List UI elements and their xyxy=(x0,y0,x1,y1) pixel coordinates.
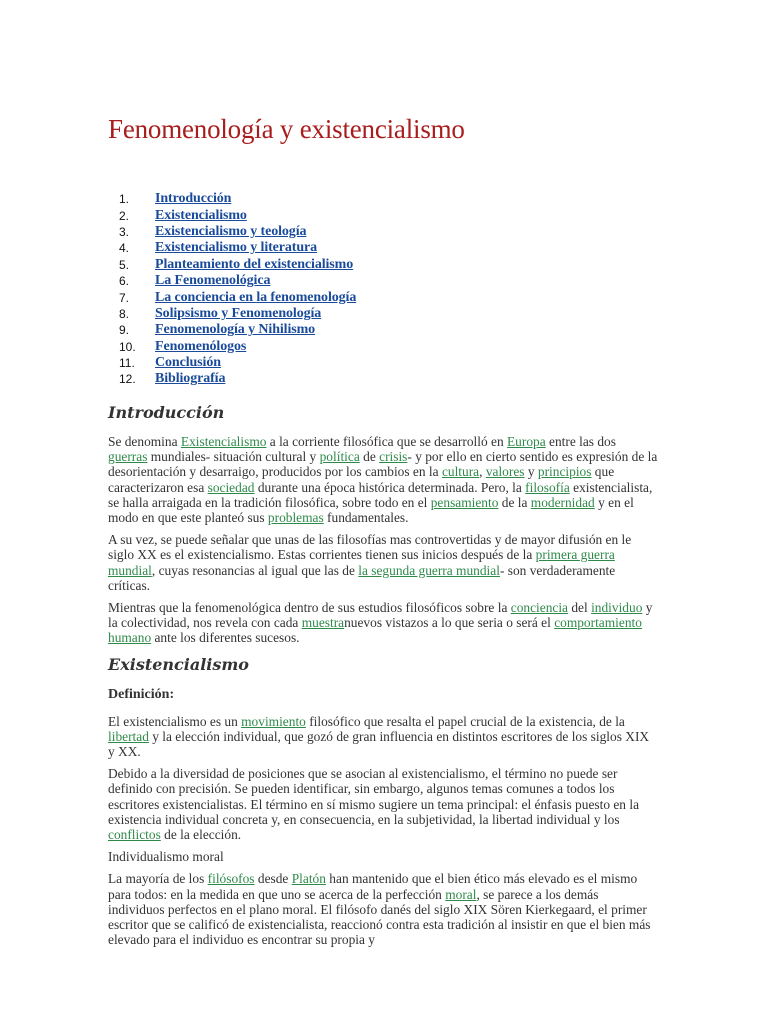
toc-number: 9. xyxy=(119,323,130,338)
inline-link[interactable]: principios xyxy=(537,464,592,480)
paragraph xyxy=(108,532,658,593)
text-run: mundiales- situación cultural y xyxy=(147,449,320,465)
toc-item xyxy=(108,371,356,387)
toc-link[interactable]: Fenomenología y Nihilismo xyxy=(155,322,316,338)
table-of-contents xyxy=(108,191,356,388)
inline-link[interactable]: la segunda guerra mundial xyxy=(358,562,500,578)
text-run: del xyxy=(568,600,592,616)
toc-link[interactable]: Existencialismo y teología xyxy=(155,223,307,239)
inline-link[interactable]: comportamiento humano xyxy=(108,615,642,646)
text-run: desde xyxy=(254,871,292,887)
subheading-individualismo-moral: Individualismo moral xyxy=(108,849,224,865)
toc-link[interactable]: Solipsismo y Fenomenología xyxy=(155,305,322,321)
text-run: y en el modo en que este planteó sus xyxy=(108,494,634,526)
toc-link[interactable]: Planteamiento del existencialismo xyxy=(155,256,354,272)
inline-link[interactable]: Europa xyxy=(507,434,546,449)
text-run: y la colectividad, nos revela con cada xyxy=(108,600,653,631)
toc-link[interactable]: La Fenomenológica xyxy=(155,273,271,289)
toc-item xyxy=(108,306,356,322)
inline-link[interactable]: filosofía xyxy=(525,479,570,495)
inline-link[interactable]: filósofos xyxy=(207,871,255,887)
document-body xyxy=(108,402,658,954)
text-run: de la xyxy=(498,494,531,510)
text-run: y la elección individual, que gozó de gran influencia en distintos escritores de los siglos XIX y XX. xyxy=(108,728,650,760)
toc-number: 11. xyxy=(119,356,135,371)
text-run: Mientras que la fenomenológica dentro de sus estudios filosóficos sobre la xyxy=(108,600,511,616)
text-run: de la elección. xyxy=(160,827,242,843)
text-run: Debido a la diversidad de posiciones que se asocian al existencialismo, el término no puede ser definido con precisión. Se pueden identificar, sin embargo, algunos temas comunes a todos los escritores existencialistas. El término en sí mismo sugiere un tema principal: el énfasis puesto en la existencia individual concreta y, en consecuencia, en la subjetividad, la libertad individual y los xyxy=(108,766,640,827)
inline-link[interactable]: individuo xyxy=(591,600,643,616)
inline-link[interactable]: Platón xyxy=(291,871,326,887)
text-run: existencialista, se halla arraigada en la tradición filosófica, sobre todo en el xyxy=(108,479,653,510)
text-run: , se parece a los demás individuos perfectos en el plano moral. El filósofo danés del siglo XIX Sören Kierkegaard, el primer escritor que se calificó de existencialista, reaccionó contra esta tradición al insistir en que el bien más elevado para el individuo es encontrar su propia y xyxy=(108,886,651,948)
toc-number: 7. xyxy=(119,290,130,305)
toc-link[interactable]: La conciencia en la fenomenología xyxy=(155,289,357,305)
toc-number: 12. xyxy=(119,372,136,387)
text-run: , cuyas resonancias al igual que las de xyxy=(151,562,359,578)
toc-item xyxy=(108,322,356,338)
page-title: Fenomenología y existencialismo xyxy=(108,114,465,144)
paragraph xyxy=(108,766,658,842)
inline-link[interactable]: muestra xyxy=(301,615,345,631)
toc-item xyxy=(108,289,356,305)
text-run: de xyxy=(359,449,380,465)
inline-link[interactable]: problemas xyxy=(267,510,324,526)
paragraph xyxy=(108,600,658,646)
text-run: nuevos vistazos a lo que seria o será el xyxy=(344,615,555,631)
toc-number: 6. xyxy=(119,274,130,289)
toc-link[interactable]: Conclusión xyxy=(155,355,221,371)
text-run: filosófico que resalta el papel crucial de la existencia, de la xyxy=(305,713,625,729)
inline-link[interactable]: conciencia xyxy=(510,600,568,616)
text-run: han mantenido que el bien ético más elevado es el mismo para todos: en la medida en que uno se acerca de la perfección xyxy=(108,871,638,902)
inline-link[interactable]: sociedad xyxy=(207,479,255,495)
inline-link[interactable]: modernidad xyxy=(530,494,595,510)
inline-link[interactable]: conflictos xyxy=(108,827,161,843)
text-run: Se denomina xyxy=(108,434,181,449)
inline-link[interactable]: libertad xyxy=(108,728,149,744)
toc-item xyxy=(108,273,356,289)
toc-number: 8. xyxy=(119,306,130,321)
text-run: La mayoría de los xyxy=(108,871,208,887)
inline-link[interactable]: cultura xyxy=(441,464,480,480)
inline-link[interactable]: política xyxy=(319,449,360,465)
text-run: ante los diferentes sucesos. xyxy=(151,630,300,646)
text-run: entre las dos xyxy=(545,434,616,449)
text-run: y xyxy=(524,464,538,480)
inline-link[interactable]: guerras xyxy=(108,449,148,465)
section-heading-existencialismo: Existencialismo xyxy=(108,654,249,674)
text-run: que caracterizaron esa xyxy=(108,464,615,495)
text-run: A su vez, se puede señalar que unas de las filosofías mas controvertidas y de mayor difusión en le siglo XX es el existencialismo. Estas corrientes tienen sus inicios después de la xyxy=(108,532,632,563)
text-run: fundamentales. xyxy=(323,510,409,526)
section-heading-introduccion: Introducción xyxy=(108,403,225,422)
toc-link[interactable]: Introducción xyxy=(155,191,232,207)
text-run: , xyxy=(479,464,486,480)
toc-number: 1. xyxy=(119,192,130,207)
toc-link[interactable]: Fenomenólogos xyxy=(155,338,247,354)
toc-number: 10. xyxy=(119,339,136,354)
toc-link[interactable]: Bibliografía xyxy=(155,371,226,387)
toc-link[interactable]: Existencialismo y literatura xyxy=(155,240,318,256)
toc-item xyxy=(108,191,356,207)
subheading-definicion: Definición: xyxy=(108,686,175,702)
toc-item xyxy=(108,257,356,273)
toc-number: 5. xyxy=(119,257,130,272)
text-run: a la corriente filosófica que se desarrolló en xyxy=(266,434,507,449)
inline-link[interactable]: crisis xyxy=(379,449,408,465)
paragraph xyxy=(108,714,658,760)
inline-link[interactable]: moral xyxy=(445,886,477,902)
inline-link[interactable]: Existencialismo xyxy=(180,434,267,449)
inline-link[interactable]: pensamiento xyxy=(430,494,499,510)
text-run: - y por ello en cierto sentido es expresión de la desorientación y desarraigo, producidos por los cambios en la xyxy=(108,449,658,480)
toc-number: 4. xyxy=(119,241,130,256)
toc-number: 2. xyxy=(119,208,130,223)
toc-item xyxy=(108,355,356,371)
toc-link[interactable]: Existencialismo xyxy=(155,207,247,223)
inline-link[interactable]: primera guerra mundial xyxy=(108,547,615,578)
text-run: El existencialismo es un xyxy=(108,713,242,729)
toc-item xyxy=(108,224,356,240)
inline-link[interactable]: movimiento xyxy=(241,713,306,729)
toc-item xyxy=(108,339,356,355)
text-run: - son verdaderamente críticas. xyxy=(108,562,616,593)
inline-link[interactable]: valores xyxy=(485,464,525,480)
paragraph xyxy=(108,434,658,525)
toc-item xyxy=(108,207,356,223)
toc-item xyxy=(108,240,356,256)
text-run: durante una época histórica determinada. Pero, la xyxy=(254,479,526,495)
toc-number: 3. xyxy=(119,224,130,239)
paragraph xyxy=(108,871,658,947)
